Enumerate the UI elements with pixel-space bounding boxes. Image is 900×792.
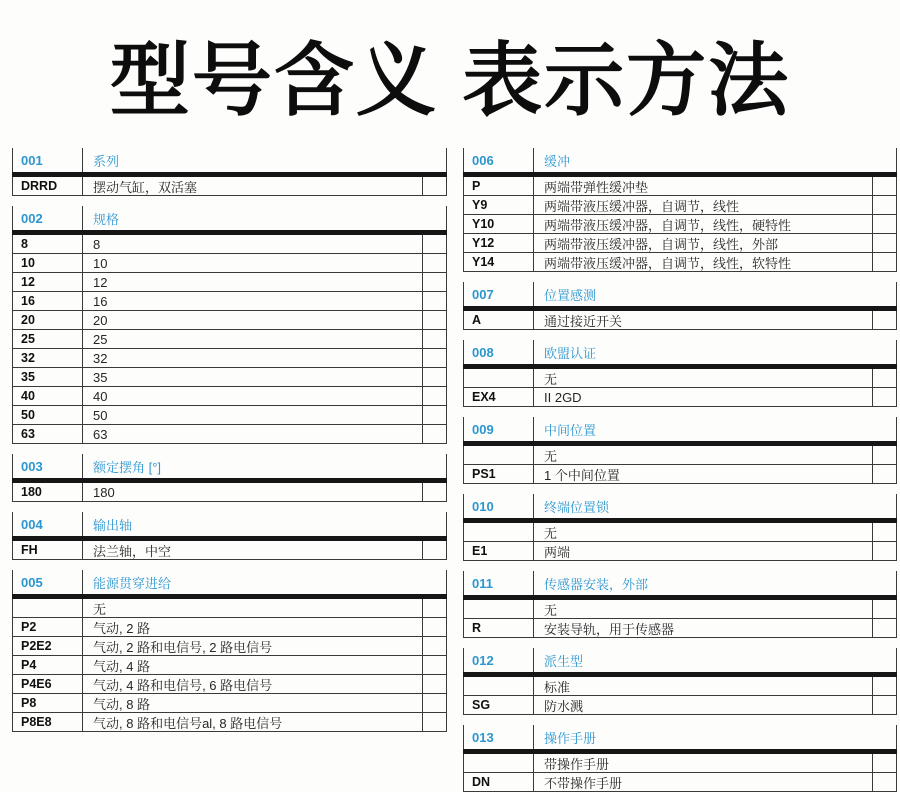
row-empty-tail-cell: [423, 637, 447, 655]
row-description: II 2GD: [534, 388, 873, 406]
section-title: 传感器安装，外部: [534, 571, 897, 595]
row-description: 无: [534, 446, 873, 464]
row-description: 摆动气缸，双活塞: [83, 177, 423, 195]
section-rows: [463, 446, 897, 484]
table-row: [463, 388, 897, 407]
row-empty-tail-cell: [423, 292, 447, 310]
row-description: 40: [83, 387, 423, 405]
table-row: [463, 619, 897, 638]
section-title: 能源贯穿进给: [83, 570, 447, 594]
section-title: 派生型: [534, 648, 897, 672]
row-empty-tail-cell: [423, 694, 447, 712]
row-empty-tail-cell: [873, 696, 897, 714]
row-empty-tail-cell: [873, 369, 897, 387]
section-rows: [12, 483, 447, 502]
row-code: Y9: [464, 196, 534, 214]
section-header-row: [463, 148, 897, 172]
table-row: [12, 254, 447, 273]
row-description: 气动, 8 路: [83, 694, 423, 712]
section-rows: [463, 754, 897, 792]
code-section-table: [463, 571, 897, 638]
code-section-table: [463, 417, 897, 484]
row-empty-tail-cell: [873, 311, 897, 329]
row-code: [13, 599, 83, 617]
row-code: [464, 754, 534, 772]
row-empty-tail-cell: [423, 235, 447, 253]
row-empty-tail-cell: [423, 599, 447, 617]
row-description: 1 个中间位置: [534, 465, 873, 483]
section-rows: [463, 369, 897, 407]
table-row: [12, 483, 447, 502]
section-header-row: [463, 648, 897, 672]
code-section-table: [12, 454, 447, 502]
table-row: [463, 773, 897, 792]
table-row: [463, 311, 897, 330]
section-header-row: [463, 282, 897, 306]
row-code: 10: [13, 254, 83, 272]
row-code: Y12: [464, 234, 534, 252]
section-rows: [463, 600, 897, 638]
row-empty-tail-cell: [423, 273, 447, 291]
row-code: A: [464, 311, 534, 329]
table-row: [12, 599, 447, 618]
row-code: E1: [464, 542, 534, 560]
row-empty-tail-cell: [423, 387, 447, 405]
table-row: [12, 713, 447, 732]
section-header-row: [12, 148, 447, 172]
row-description: 63: [83, 425, 423, 443]
row-empty-tail-cell: [873, 619, 897, 637]
table-row: [12, 425, 447, 444]
section-code: 001: [13, 148, 83, 172]
row-description: 两端带液压缓冲器，自调节，线性: [534, 196, 873, 214]
row-empty-tail-cell: [873, 523, 897, 541]
table-row: [12, 618, 447, 637]
row-description: 两端带液压缓冲器，自调节，线性，软特性: [534, 253, 873, 271]
row-code: 25: [13, 330, 83, 348]
row-empty-tail-cell: [423, 368, 447, 386]
table-row: [463, 369, 897, 388]
code-section-table: [463, 494, 897, 561]
row-description: 两端带液压缓冲器，自调节，线性，硬特性: [534, 215, 873, 233]
row-code: DRRD: [13, 177, 83, 195]
row-description: 不带操作手册: [534, 773, 873, 791]
row-description: 8: [83, 235, 423, 253]
row-empty-tail-cell: [873, 600, 897, 618]
row-code: Y10: [464, 215, 534, 233]
section-rows: [12, 177, 447, 196]
row-code: P: [464, 177, 534, 195]
row-code: [464, 600, 534, 618]
section-code: 002: [13, 206, 83, 230]
code-section-table: [12, 570, 447, 732]
row-empty-tail-cell: [873, 215, 897, 233]
row-code: 8: [13, 235, 83, 253]
row-description: 法兰轴，中空: [83, 541, 423, 559]
row-description: 无: [534, 523, 873, 541]
row-empty-tail-cell: [423, 656, 447, 674]
row-description: 两端: [534, 542, 873, 560]
row-description: 180: [83, 483, 423, 501]
section-code: 008: [464, 340, 534, 364]
table-row: [12, 330, 447, 349]
row-code: 63: [13, 425, 83, 443]
row-code: 35: [13, 368, 83, 386]
section-header-row: [463, 340, 897, 364]
section-header-row: [12, 512, 447, 536]
section-code: 004: [13, 512, 83, 536]
row-description: 无: [534, 600, 873, 618]
section-header-row: [463, 725, 897, 749]
row-code: P2: [13, 618, 83, 636]
section-code: 005: [13, 570, 83, 594]
row-code: [464, 369, 534, 387]
row-code: 40: [13, 387, 83, 405]
table-row: [463, 253, 897, 272]
section-header-row: [12, 206, 447, 230]
row-empty-tail-cell: [423, 406, 447, 424]
row-empty-tail-cell: [423, 675, 447, 693]
row-code: P8: [13, 694, 83, 712]
row-empty-tail-cell: [423, 618, 447, 636]
table-row: [463, 754, 897, 773]
section-code: 006: [464, 148, 534, 172]
section-title: 额定摆角 [°]: [83, 454, 447, 478]
row-code: Y14: [464, 253, 534, 271]
table-row: [12, 368, 447, 387]
code-section-table: [463, 148, 897, 272]
row-code: 50: [13, 406, 83, 424]
code-section-table: [12, 512, 447, 560]
section-title: 中间位置: [534, 417, 897, 441]
row-description: 无: [534, 369, 873, 387]
table-row: [12, 406, 447, 425]
row-empty-tail-cell: [873, 446, 897, 464]
section-code: 009: [464, 417, 534, 441]
row-code: PS1: [464, 465, 534, 483]
table-row: [12, 292, 447, 311]
section-header-row: [12, 454, 447, 478]
row-empty-tail-cell: [873, 234, 897, 252]
section-rows: [12, 599, 447, 732]
table-row: [12, 656, 447, 675]
code-section-table: [12, 148, 447, 196]
section-title: 终端位置锁: [534, 494, 897, 518]
row-description: 安装导轨，用于传感器: [534, 619, 873, 637]
table-row: [12, 637, 447, 656]
row-empty-tail-cell: [873, 196, 897, 214]
row-code: P4: [13, 656, 83, 674]
table-row: [463, 196, 897, 215]
row-empty-tail-cell: [423, 254, 447, 272]
row-code: 32: [13, 349, 83, 367]
section-title: 系列: [83, 148, 447, 172]
table-row: [463, 677, 897, 696]
section-rows: [463, 677, 897, 715]
table-row: [12, 675, 447, 694]
row-code: EX4: [464, 388, 534, 406]
row-code: DN: [464, 773, 534, 791]
code-section-table: [463, 282, 897, 330]
section-rows: [463, 523, 897, 561]
row-code: R: [464, 619, 534, 637]
row-description: 20: [83, 311, 423, 329]
code-section-table: [463, 648, 897, 715]
row-description: 无: [83, 599, 423, 617]
page-title: 型号含义 表示方法: [109, 35, 791, 125]
row-empty-tail-cell: [423, 541, 447, 559]
row-description: 气动, 2 路: [83, 618, 423, 636]
row-code: 20: [13, 311, 83, 329]
section-rows: [463, 177, 897, 272]
section-rows: [12, 235, 447, 444]
row-empty-tail-cell: [423, 713, 447, 731]
row-description: 防水溅: [534, 696, 873, 714]
row-code: 16: [13, 292, 83, 310]
table-row: [463, 523, 897, 542]
section-title: 位置感测: [534, 282, 897, 306]
section-title: 欧盟认证: [534, 340, 897, 364]
section-header-row: [463, 417, 897, 441]
table-row: [463, 542, 897, 561]
row-empty-tail-cell: [873, 542, 897, 560]
section-code: 013: [464, 725, 534, 749]
section-title: 缓冲: [534, 148, 897, 172]
row-description: 35: [83, 368, 423, 386]
row-empty-tail-cell: [423, 483, 447, 501]
row-empty-tail-cell: [423, 330, 447, 348]
table-row: [463, 446, 897, 465]
table-row: [12, 273, 447, 292]
row-description: 气动, 4 路和电信号, 6 路电信号: [83, 675, 423, 693]
row-description: 50: [83, 406, 423, 424]
table-row: [463, 696, 897, 715]
row-description: 两端带液压缓冲器，自调节，线性，外部: [534, 234, 873, 252]
row-empty-tail-cell: [873, 773, 897, 791]
section-title: 规格: [83, 206, 447, 230]
section-code: 003: [13, 454, 83, 478]
table-row: [12, 694, 447, 713]
section-header-row: [463, 494, 897, 518]
table-row: [463, 234, 897, 253]
row-empty-tail-cell: [873, 754, 897, 772]
section-code: 007: [464, 282, 534, 306]
row-empty-tail-cell: [873, 177, 897, 195]
table-row: [12, 387, 447, 406]
row-empty-tail-cell: [423, 311, 447, 329]
table-row: [12, 235, 447, 254]
row-code: P2E2: [13, 637, 83, 655]
row-code: P4E6: [13, 675, 83, 693]
row-description: 16: [83, 292, 423, 310]
row-description: 标准: [534, 677, 873, 695]
row-description: 25: [83, 330, 423, 348]
row-code: [464, 523, 534, 541]
right-column: [463, 148, 897, 792]
section-code: 010: [464, 494, 534, 518]
row-code: 180: [13, 483, 83, 501]
left-column: [12, 148, 447, 792]
row-description: 带操作手册: [534, 754, 873, 772]
row-empty-tail-cell: [423, 177, 447, 195]
row-description: 10: [83, 254, 423, 272]
table-row: [463, 177, 897, 196]
section-rows: [463, 311, 897, 330]
row-code: 12: [13, 273, 83, 291]
row-empty-tail-cell: [873, 677, 897, 695]
row-empty-tail-cell: [423, 349, 447, 367]
row-description: 通过接近开关: [534, 311, 873, 329]
row-code: SG: [464, 696, 534, 714]
row-code: P8E8: [13, 713, 83, 731]
row-code: [464, 677, 534, 695]
table-row: [12, 541, 447, 560]
row-description: 两端带弹性缓冲垫: [534, 177, 873, 195]
row-empty-tail-cell: [873, 388, 897, 406]
row-empty-tail-cell: [423, 425, 447, 443]
section-rows: [12, 541, 447, 560]
section-title: 输出轴: [83, 512, 447, 536]
table-row: [463, 465, 897, 484]
row-empty-tail-cell: [873, 465, 897, 483]
row-description: 12: [83, 273, 423, 291]
ordering-code-tables: [0, 146, 900, 792]
row-description: 32: [83, 349, 423, 367]
section-header-row: [12, 570, 447, 594]
table-row: [12, 177, 447, 196]
table-row: [463, 600, 897, 619]
section-title: 操作手册: [534, 725, 897, 749]
code-section-table: [463, 340, 897, 407]
section-code: 012: [464, 648, 534, 672]
row-description: 气动, 8 路和电信号al, 8 路电信号: [83, 713, 423, 731]
row-description: 气动, 4 路: [83, 656, 423, 674]
row-description: 气动, 2 路和电信号, 2 路电信号: [83, 637, 423, 655]
row-code: FH: [13, 541, 83, 559]
table-row: [463, 215, 897, 234]
code-section-table: [12, 206, 447, 444]
table-row: [12, 311, 447, 330]
section-code: 011: [464, 571, 534, 595]
code-section-table: [463, 725, 897, 792]
section-header-row: [463, 571, 897, 595]
table-row: [12, 349, 447, 368]
row-empty-tail-cell: [873, 253, 897, 271]
row-code: [464, 446, 534, 464]
